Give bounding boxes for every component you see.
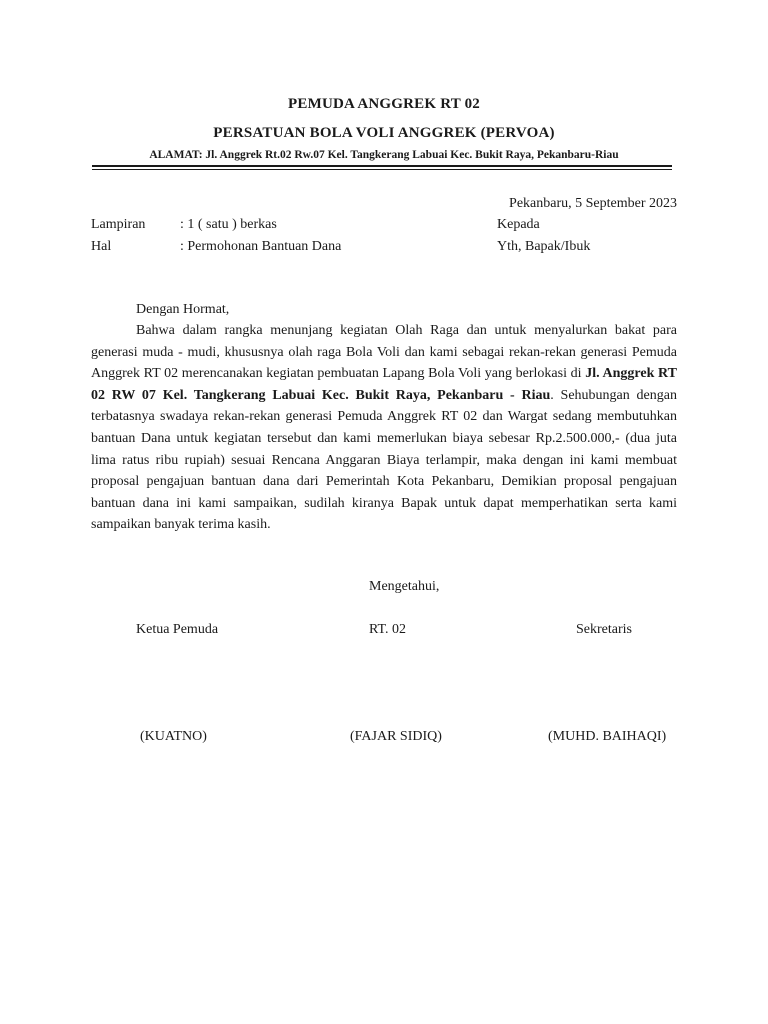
letterhead-address: ALAMAT: Jl. Anggrek Rt.02 Rw.07 Kel. Tangkerang Labuai Kec. Bukit Raya, Pekanbaru-Riau (149, 149, 619, 161)
signature-title-left: Ketua Pemuda (136, 622, 219, 637)
recipient-label: Kepada (497, 217, 540, 232)
body-text-1: Bahwa dalam rangka menunjang kegiatan Olah Raga dan untuk menyalurkan bakat para generasi muda - mudi, khususnya olah raga Bola Voli dan kami sebagai rekan-rekan generasi Pemuda Anggrek RT 02 merencanakan kegiatan pembuatan Lapang Bola Voli yang berlokasi di (91, 323, 677, 382)
recipient-value: Yth, Bapak/Ibuk (497, 239, 591, 254)
letter-date: Pekanbaru, 5 September 2023 (509, 196, 677, 211)
signature-name-right: (MUHD. BAIHAQI) (548, 729, 667, 744)
club-name: PERSATUAN BOLA VOLI ANGGREK (PERVOA) (213, 125, 555, 141)
body-text-2: . Sehubungan dengan terbatasnya swadaya rekan-rekan generasi Pemuda Anggrek RT 02 dan Wargat sedang membutuhkan bantuan Dana untuk kegiatan tersebut dan kami memerlukan biaya sebesar Rp.2.500.000,- (dua juta lima ratus ribu rupiah) sesuai Rencana Anggaran Biaya terlampir, maka dengan ini kami membuat proposal pengajuan bantuan dana dari Pemerintah Kota Pekanbaru, Demikian proposal pengajuan bantuan dana ini kami sampaikan, sudilah kiranya Bapak untuk dapat memperhatikan serta kami sampaikan banyak terima kasih. (91, 387, 677, 533)
hal-label: Hal (91, 239, 112, 254)
hal-value: : Permohonan Bantuan Dana (180, 239, 342, 254)
signature-name-left: (KUATNO) (140, 729, 207, 744)
signature-title-center: RT. 02 (369, 622, 407, 637)
lampiran-label: Lampiran (91, 217, 146, 232)
acknowledged-label: Mengetahui, (369, 579, 440, 594)
org-name: PEMUDA ANGGREK RT 02 (288, 96, 480, 112)
body-location-bold: Jl. Anggrek RT 02 RW 07 Kel. Tangkerang Labuai Kec. Bukit Raya, Pekanbaru - Riau (91, 366, 677, 403)
letterhead-rule-thin (92, 169, 672, 170)
letterhead-rule-thick (92, 165, 672, 167)
signature-title-right: Sekretaris (576, 622, 632, 637)
salutation: Dengan Hormat, (136, 302, 230, 317)
signature-name-center: (FAJAR SIDIQ) (350, 729, 442, 744)
lampiran-value: : 1 ( satu ) berkas (180, 217, 277, 232)
body-paragraph (91, 320, 677, 536)
